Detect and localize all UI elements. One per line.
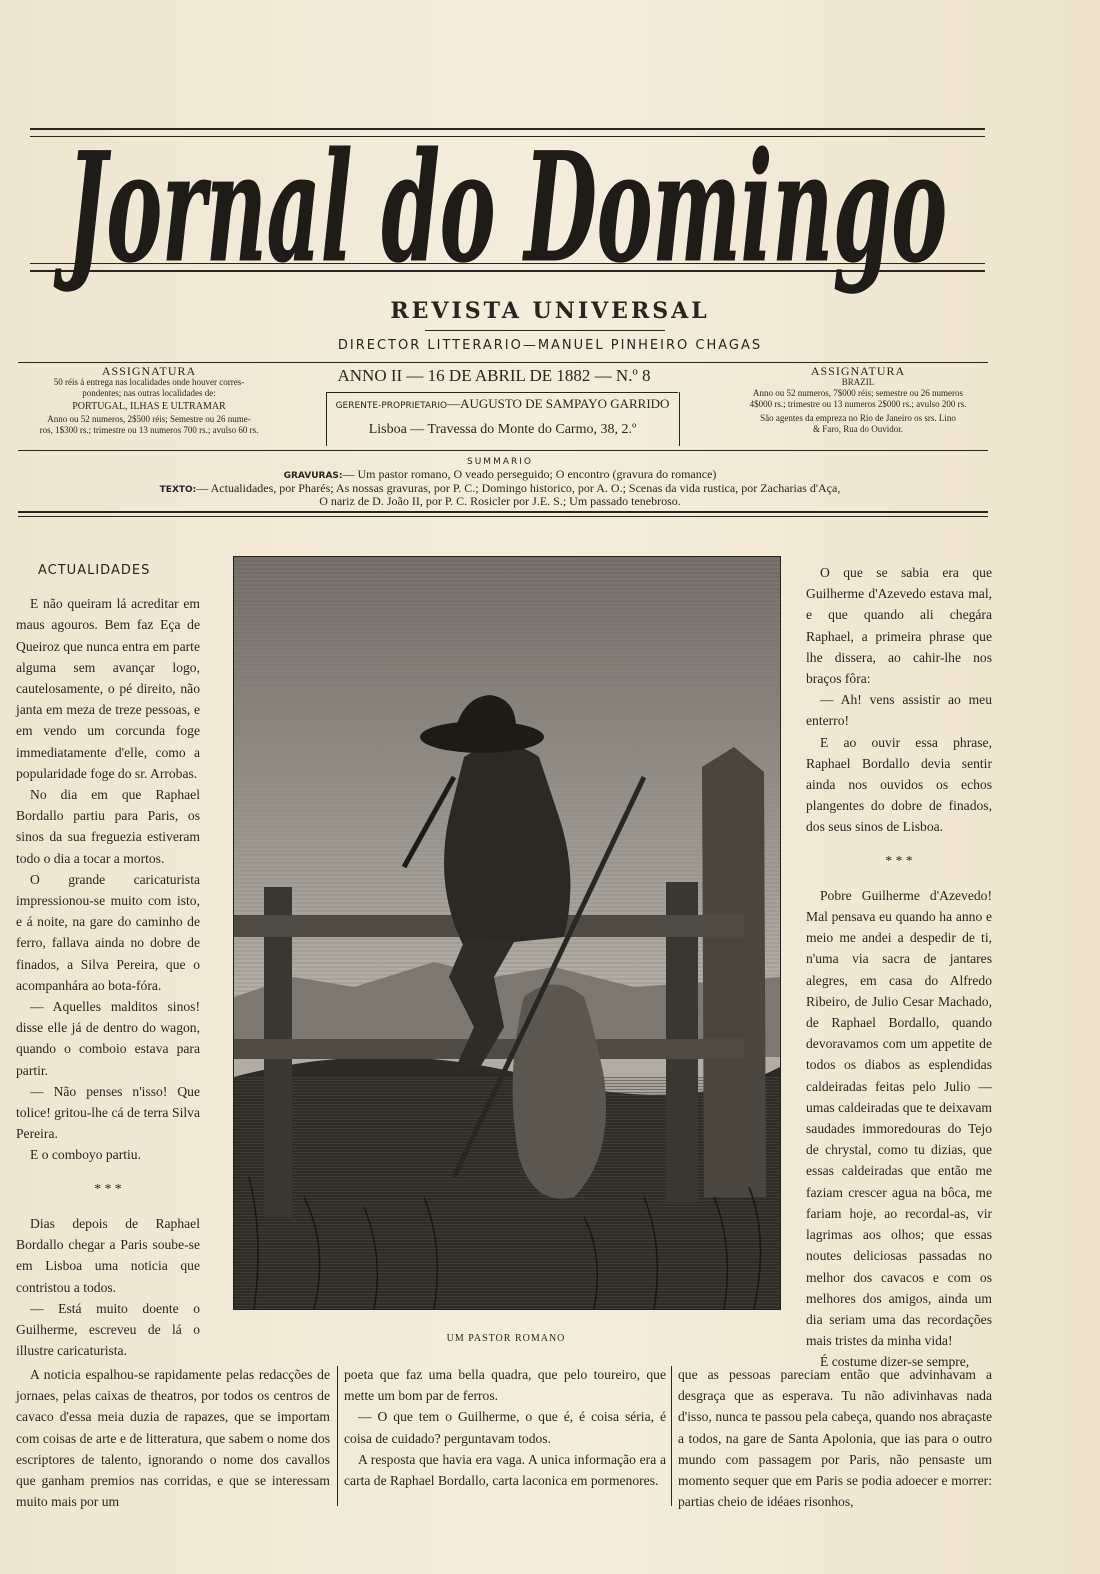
summary-rule <box>18 511 988 513</box>
section-break: * * * <box>885 852 913 868</box>
director-line: DIRECTOR LITTERARIO—MANUEL PINHEIRO CHAGAS <box>337 338 763 353</box>
paragraph: O grande caricaturista impressionou-se muito com isto, e á noite, na gare do caminho de ferro, fallava ainda no dobre de finados, a Silva Pereira, que o acompanhára ao bota-fóra. <box>16 871 200 993</box>
subscription-heading: ASSIGNATURA <box>810 364 906 378</box>
column-divider <box>337 1366 338 1506</box>
texto-label: TEXTO: <box>159 485 197 495</box>
masthead-subtitle: REVISTA UNIVERSAL <box>390 298 710 324</box>
gravuras-label: GRAVURAS: <box>283 471 343 481</box>
gerente-name: —AUGUSTO DE SAMPAYO GARRIDO <box>447 396 670 411</box>
summary-rule-thin <box>18 516 988 517</box>
engraving-image <box>233 556 781 1310</box>
left-column <box>16 560 200 1361</box>
bottom-column-left <box>16 1364 330 1512</box>
paragraph: A noticia espalhou-se rapidamente pelas redacções de jornaes, pelas caixas de theatros, por todos os centros de cavaco d'essa meia duzia de rapazes, que se importam com coisas de arte e de litteratura, que sabem o nome dos escriptores de talento, ignorando o nome dos cavallos que ganham premios nas corridas, e que se interessam muito mais por um <box>16 1367 330 1510</box>
gerente-label: GERENTE-PROPRIETARIO <box>335 401 448 411</box>
subscription-brazil <box>724 366 992 435</box>
engraving-caption: UM PASTOR ROMANO <box>446 1333 566 1344</box>
gerente-line <box>330 396 675 412</box>
column-divider <box>671 1366 672 1506</box>
right-column <box>806 562 992 1373</box>
paragraph: Dias depois de Raphael Bordallo chegar a Paris soube-se em Lisboa uma noticia que contristou a todos. <box>16 1215 200 1295</box>
texto-text: — Actualidades, por Pharés; As nossas gravuras, por P. C.; Domingo historico, por A. O.; Scenas da vida rustica, por Zacharias d'Aça, <box>196 481 841 495</box>
subtitle-rule <box>425 330 665 331</box>
masthead-logo <box>40 70 975 330</box>
subscription-country: BRAZIL <box>841 377 875 387</box>
paragraph: — Não penses n'isso! Que tolice! gritou-lhe cá de terra Silva Pereira. <box>16 1083 200 1142</box>
paragraph: É costume dizer-se sempre, <box>820 1354 970 1370</box>
paragraph: E o comboyo partiu. <box>30 1147 141 1163</box>
summary-heading: SUMMARIO <box>467 457 533 467</box>
masthead-title: Jornal do Domingo <box>53 120 947 296</box>
subscription-text: pondentes; nas outras localidades de: <box>82 388 216 398</box>
subscription-text: Anno ou 52 numeros, 7$000 réis; semestre ou 26 numeros <box>753 388 963 398</box>
bottom-column-right <box>678 1364 992 1512</box>
subscription-region: PORTUGAL, ILHAS E ULTRAMAR <box>72 401 226 412</box>
subscription-text: ros, 1$300 rs.; trimestre ou 13 numeros 700 rs.; avulso 60 rs. <box>39 425 259 435</box>
subscription-portugal <box>18 366 280 436</box>
summary-texto-cont: O nariz de D. João II, por P. C. Rosicler por J.E. S.; Um passado tenebroso. <box>319 494 681 508</box>
paragraph: O que se sabia era que Guilherme d'Azevedo estava mal, e que quando ali chegára Raphael, a primeira phrase que lhe dissera, ao cahir-lhe nos braços fôra: <box>806 565 992 687</box>
paragraph: — Ah! vens assistir ao meu enterro! <box>806 692 992 729</box>
paragraph: No dia em que Raphael Bordallo partiu para Paris, os sinos da sua freguezia estiveram todo o dia a tocar a mortos. <box>16 787 200 866</box>
paragraph: Pobre Guilherme d'Azevedo! Mal pensava eu quando ha anno e meio me andei a despedir de ti, n'uma via sacra de jantares alegres, em casa do Alfredo Ribeiro, de Julio Cesar Machado, de Raphael Bordallo, quando devoravamos com um appetite de todos os diabos as esplendidas caldeiradas feitas pelo Julio — umas caldeiradas que te deixavam saudades immoredouras do Tejo de chrystal, como tu dizias, que essas caldeiradas que então me faziam crescer agua na bôca, me fariam hoje, ao recordal-as, vir lagrimas aos olhos; que essas noutes deliciosas passadas no melhor dos cavacos e com os melhores dos amigos, ainda um dia seriam uma das recordações mais tristes da minha vida! <box>806 887 992 1349</box>
paragraph: A resposta que havia era vaga. A unica informação era a carta de Raphael Bordallo, carta laconica em pormenores. <box>344 1451 666 1489</box>
paragraph: poeta que faz uma bella quadra, que pelo toureiro, que mette um bom par de ferros. <box>344 1367 666 1404</box>
paragraph: — Está muito doente o Guilherme, escreveu de lá o illustre caricaturista. <box>16 1300 200 1359</box>
header-rule-top <box>18 362 988 363</box>
shepherd-engraving <box>234 557 780 1309</box>
subscription-heading: ASSIGNATURA <box>101 364 197 378</box>
section-heading: ACTUALIDADES <box>38 563 151 578</box>
section-break: * * * <box>94 1180 122 1196</box>
paragraph: — O que tem o Guilherme, o que é, é coisa séria, é coisa de cuidado? perguntavam todos. <box>344 1409 666 1446</box>
header-rule-bottom <box>18 450 988 451</box>
subscription-text: São agentes da empreza no Rio de Janeiro os srs. Lino <box>760 413 956 423</box>
address-line: Lisboa — Travessa do Monte do Carmo, 38, 2.º <box>368 422 637 437</box>
paragraph: que as pessoas pareciam então que advinhavam a desgraça que as esperava. Tu não adivinhavas nada d'isso, nunca te passou pela cabeça, quando nos abraçaste a todos, na gare de Santa Apolonia, que ias para o outro mundo com passagem por Paris, não pensaste um momento sequer que em Paris se podia adoecer e morrer: partias cheio de idéaes risonhos, <box>678 1367 992 1510</box>
subscription-text: & Faro, Rua do Ouvidor. <box>813 424 903 434</box>
paragraph: E não queiram lá acreditar em maus agouros. Bem faz Eça de Queiroz que nunca entra em parte alguma sem avançar logo, cautelosamente, o pé direito, não janta em meza de treze pessoas, e em vendo um corcunda foge immediatamente d'elle, como a popularidade foge do sr. Arrobas. <box>16 596 200 781</box>
bottom-column-middle <box>344 1364 666 1491</box>
paragraph: E ao ouvir essa phrase, Raphael Bordallo devia sentir ainda nos ouvidos os echos plangentes do dobre de finados, dos seus sinos de Lisboa. <box>806 734 992 835</box>
subscription-text: Anno ou 52 numeros, 2$500 réis; Semestre ou 26 nume- <box>47 414 251 424</box>
subscription-text: 4$000 rs.; trimestre ou 13 numeros 2$000 rs.; avulso 200 rs. <box>749 399 967 409</box>
subscription-text: 50 réis á entrega nas localidades onde houver corres- <box>53 377 245 387</box>
gravuras-text: — Um pastor romano, O veado perseguido; O encontro (gravura do romance) <box>342 467 717 481</box>
paragraph: — Aquelles malditos sinos! disse elle já de dentro do wagon, quando o comboio estava para partir. <box>16 999 200 1078</box>
issue-line: ANNO II — 16 DE ABRIL DE 1882 — N.º 8 <box>337 366 651 385</box>
